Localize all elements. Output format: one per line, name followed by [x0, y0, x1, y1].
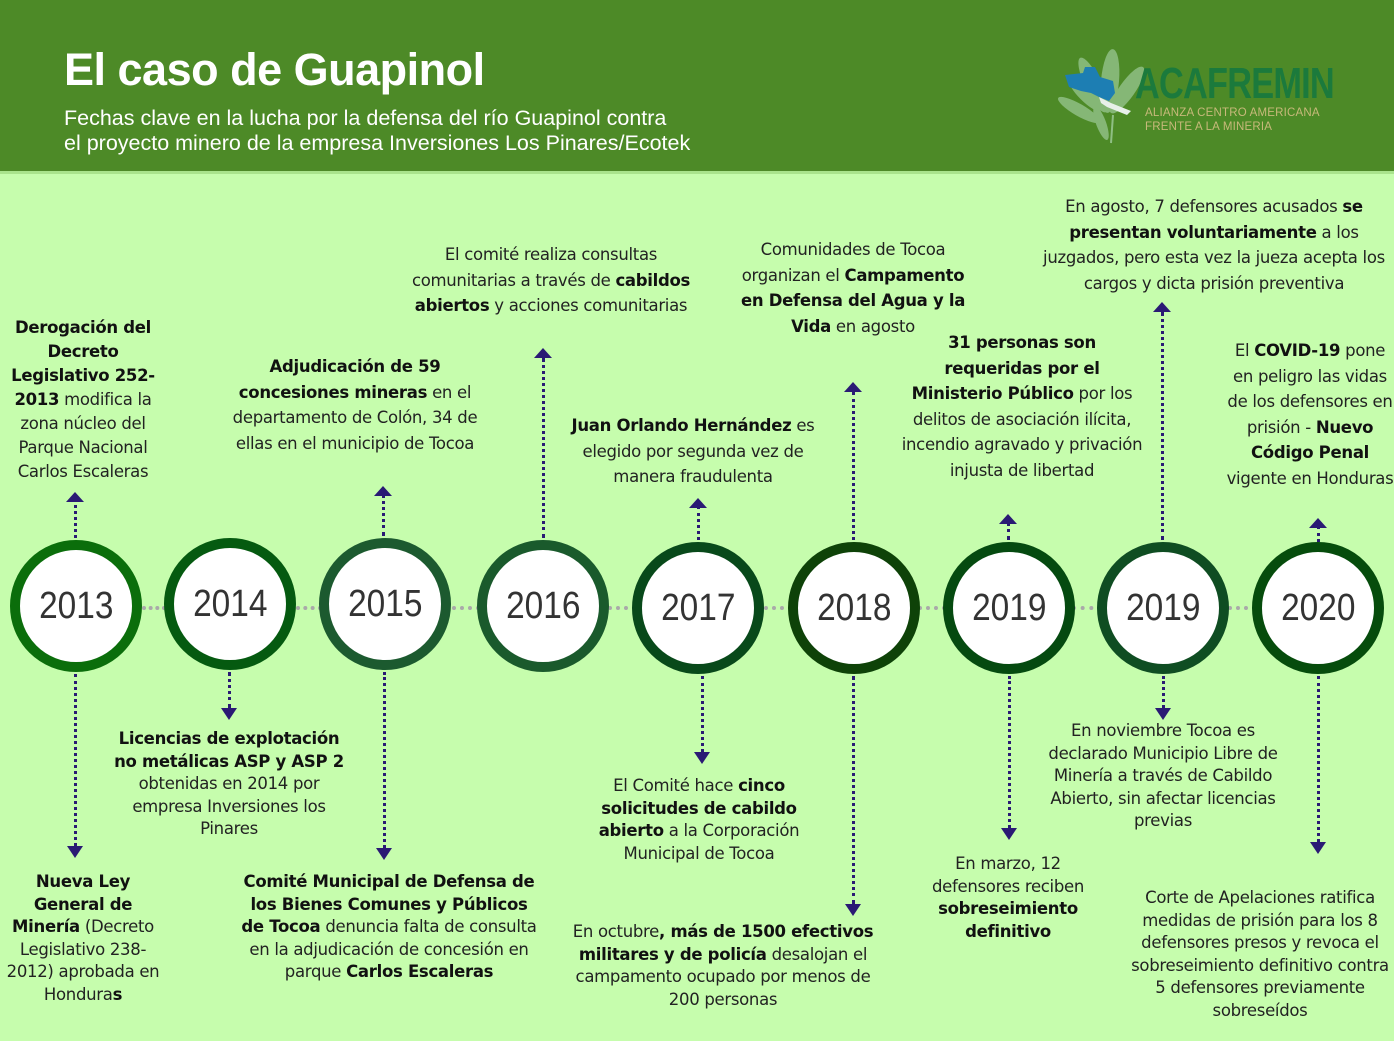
subtitle-line-1: Fechas clave en la lucha por la defensa del río Guapinol contra [64, 106, 667, 130]
connector-line [852, 392, 855, 540]
arrow-up-icon [999, 514, 1017, 524]
year-label: 2018 [816, 586, 892, 629]
event-2015-above [218, 354, 492, 456]
logo-subtitle-1: ALIANZA CENTRO AMERICANA [1145, 107, 1320, 119]
acafremin-logo [1055, 45, 1335, 145]
arrow-up-icon [534, 348, 552, 358]
event-text: en agosto [830, 316, 915, 336]
connector-line [1162, 676, 1165, 708]
arrow-up-icon [66, 492, 84, 502]
event-text: En marzo, 12 defensores reciben [931, 854, 1085, 896]
event-text: denuncia falta de consulta en la adjudicación de concesión en parque [249, 917, 537, 981]
arrow-down-icon [1310, 842, 1326, 854]
year-label: 2019 [971, 586, 1047, 629]
event-text: El comité realiza consultas comunitarias a través de [411, 245, 658, 290]
event-text: El Comité hace [613, 776, 739, 795]
event-2020-below [1126, 887, 1394, 1022]
event-2019b-above [1036, 194, 1392, 296]
timeline-connector [452, 606, 480, 610]
arrow-down-icon [376, 848, 392, 860]
event-2014-below [112, 728, 346, 841]
header-banner [0, 0, 1394, 171]
event-2017-above [568, 413, 818, 490]
event-bold: Campamento en Defensa del Agua y la Vida [740, 265, 966, 336]
year-label: 2017 [660, 586, 736, 629]
event-text: a la Corporación Municipal de Tocoa [623, 821, 800, 863]
event-text: es elegido por segunda vez de manera fraudulenta [582, 416, 815, 486]
event-2019b-below [1030, 720, 1296, 833]
arrow-up-icon [689, 498, 707, 508]
event-2017-below [584, 775, 814, 865]
event-text: desalojan el campamento ocupado por menos de 200 personas [575, 944, 871, 1009]
arrow-down-icon [221, 708, 237, 720]
event-bold: Adjudicación de 59 concesiones mineras [238, 357, 441, 402]
connector-line [1007, 522, 1010, 540]
event-text: En octubre [572, 922, 660, 941]
event-text: El [1234, 341, 1255, 360]
event-text: por los delitos de asociación ilícita, incendio agravado y privación injusta de libertad [901, 384, 1143, 480]
event-text: En noviembre Tocoa es declarado Municipio Libre de Minería a través de Cabildo Abierto, sin afectar licencias previas [1048, 721, 1278, 830]
connector-line [1317, 676, 1320, 842]
connector-line [852, 676, 855, 904]
arrow-down-icon [845, 904, 861, 916]
event-bold: se presentan voluntariamente [1069, 197, 1363, 242]
event-2018-above [728, 237, 978, 339]
event-bold: , más de 1500 efectivos militares y de policía [578, 922, 874, 964]
timeline-connector [918, 606, 946, 610]
event-text: obtenidas en 2014 por empresa Inversiones los Pinares [132, 774, 326, 838]
event-2019a-below [912, 853, 1104, 943]
connector-line [382, 494, 385, 536]
event-2016-above [400, 242, 702, 319]
header-divider [0, 171, 1394, 174]
event-2019a-above [900, 330, 1144, 483]
logo-subtitle-2: FRENTE A LA MINERIA [1145, 121, 1273, 133]
event-text: a los juzgados, pero esta vez la jueza acepta los cargos y dicta prisión preventiva [1043, 222, 1385, 293]
event-bold: cinco solicitudes de cabildo abierto [598, 776, 797, 840]
event-bold: Juan Orlando Hernández [571, 416, 792, 435]
year-node-2015 [319, 538, 451, 670]
event-bold: 31 personas son requeridas por el Ministerio Público [911, 333, 1100, 403]
connector-line [74, 674, 77, 846]
event-text: modifica la zona núcleo del Parque Nacional Carlos Escaleras [17, 390, 152, 481]
arrow-down-icon [67, 846, 83, 858]
connector-line [74, 498, 77, 538]
event-2015-below [240, 871, 538, 984]
event-text: y acciones comunitarias [489, 296, 688, 315]
event-bold: s [112, 984, 123, 1004]
arrow-down-icon [1155, 708, 1171, 720]
event-text: vigente en Honduras [1226, 468, 1394, 488]
event-2013-below [0, 871, 166, 1006]
event-bold: cabildos abiertos [414, 270, 691, 315]
logo-wordmark: ACAFREMIN [1135, 59, 1334, 108]
event-text: (Decreto Legislativo 238-2012) aprobada en Hondura [6, 917, 160, 1004]
connector-line [1161, 312, 1164, 540]
event-2018-below [560, 921, 886, 1011]
year-label: 2019 [1125, 586, 1201, 629]
year-label: 2016 [505, 584, 581, 627]
event-2013-above [0, 316, 166, 484]
year-node-2019-b [1097, 542, 1229, 674]
arrow-up-icon [1309, 518, 1327, 528]
year-label: 2014 [192, 582, 268, 625]
timeline-connector [142, 606, 166, 610]
year-label: 2013 [38, 584, 114, 627]
event-bold: Nuevo Código Penal [1250, 417, 1374, 462]
year-node-2017 [632, 542, 764, 674]
connector-line [542, 358, 545, 538]
event-text: Comunidades de Tocoa organizan el [741, 240, 946, 285]
connector-line [383, 672, 386, 848]
subtitle-line-2: el proyecto minero de la empresa Inversiones Los Pinares/Ecotek [64, 131, 691, 155]
arrow-up-icon [1153, 302, 1171, 312]
year-label: 2020 [1280, 586, 1356, 629]
page-title: El caso de Guapinol [64, 44, 485, 95]
connector-line [697, 506, 700, 540]
arrow-down-icon [694, 752, 710, 764]
year-node-2018 [788, 542, 920, 674]
year-node-2016 [477, 540, 609, 672]
page-subtitle [64, 106, 690, 156]
year-node-2019-a [943, 542, 1075, 674]
event-text: Corte de Apelaciones ratifica medidas de prisión para los 8 defensores presos y revoca el sobreseimiento definitivo contra 5 defensores previamente sobreseídos [1131, 888, 1389, 1020]
event-bold: sobreseimiento definitivo [938, 899, 1078, 941]
connector-line [701, 676, 704, 752]
event-bold: Licencias de explotación no metálicas ASP y ASP 2 [114, 729, 344, 771]
event-text: pone en peligro las vidas de los defensores en prisión - [1227, 341, 1393, 437]
arrow-up-icon [374, 486, 392, 496]
event-bold: Nueva Ley General de Minería [12, 872, 133, 936]
connector-line [228, 672, 231, 708]
event-bold: Derogación del Decreto Legislativo 252-2013 [11, 318, 155, 409]
event-text: en el departamento de Colón, 34 de ellas en el municipio de Tocoa [232, 382, 478, 453]
connector-line [1008, 676, 1011, 828]
year-node-2020 [1252, 542, 1384, 674]
event-bold: Carlos Escaleras [346, 962, 494, 981]
connector-line [1317, 526, 1320, 542]
event-2020-above [1226, 338, 1394, 491]
event-bold: Comité Municipal de Defensa de los Bienes Comunes y Públicos de Tocoa [241, 872, 535, 936]
year-label: 2015 [347, 582, 423, 625]
event-bold: COVID-19 [1254, 341, 1341, 360]
year-node-2013 [10, 540, 142, 672]
arrow-up-icon [844, 382, 862, 392]
event-text: En agosto, 7 defensores acusados [1065, 197, 1343, 216]
arrow-down-icon [1001, 828, 1017, 840]
year-node-2014 [164, 538, 296, 670]
